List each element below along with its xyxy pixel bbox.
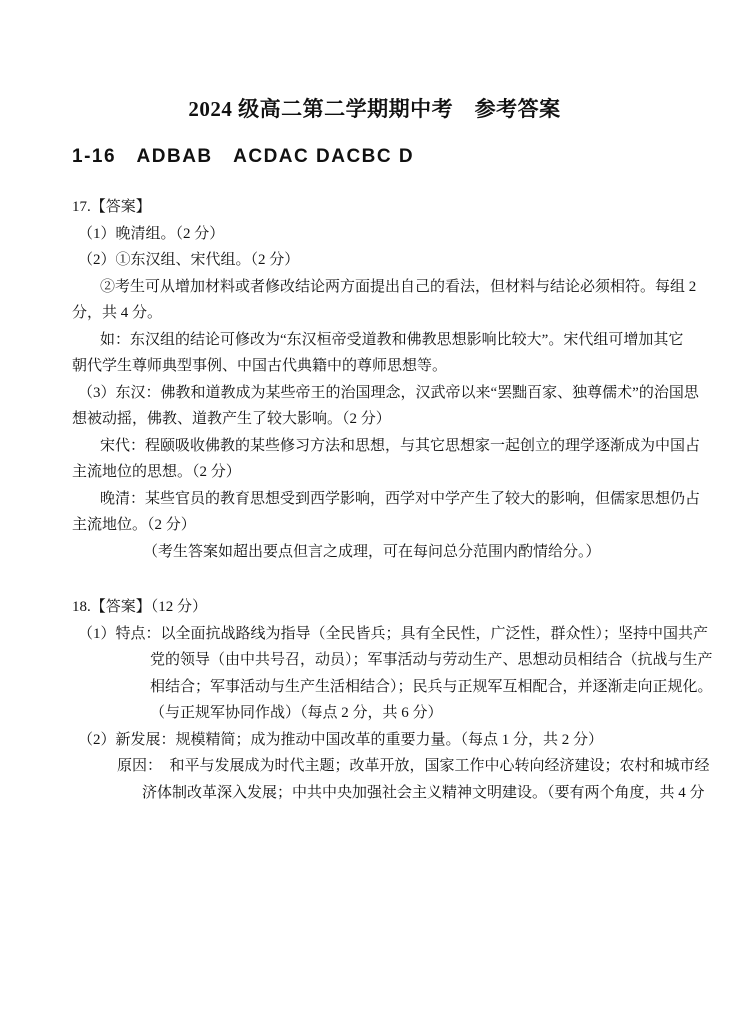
q17-answer-line: 晚清：某些官员的教育思想受到西学影响，西学对中学产生了较大的影响，但儒家思想仍占 (100, 490, 701, 507)
q18-answer-line: 相结合；军事活动与生产生活相结合）；民兵与正规军互相配合，并逐渐走向正规化。 (150, 678, 713, 695)
q17-answer-line: 朝代学生尊师典型事例、中国古代典籍中的尊师思想等。 (72, 358, 448, 374)
multiple-choice-answers: 1-16 ADBAB ACDAC DACBC D (72, 146, 415, 167)
q17-answer-line: 主流地位的思想。（2 分） (72, 464, 241, 480)
q17-answer-line: ②考生可从增加材料或者修改结论两方面提出自己的看法，但材料与结论必须相符。每组 2 (100, 278, 697, 295)
q17-answer-line: 如：东汉组的结论可修改为“东汉桓帝受道教和佛教思想影响比较大”。宋代组可增加其它 (100, 331, 684, 348)
q17-answer-line: 宋代：程颐吸收佛教的某些修习方法和思想，与其它思想家一起创立的理学逐渐成为中国占 (100, 437, 701, 454)
document-title: 2024 级高二第二学期期中考 参考答案 (188, 97, 561, 121)
q18-answer-line: 原因： 和平与发展成为时代主题；改革开放，国家工作中心转向经济建设；农村和城市经 (117, 758, 710, 774)
question-18-heading: 18.【答案】（12 分） (72, 599, 208, 615)
q18-answer-line: （2）新发展：规模精简；成为推动中国改革的重要力量。（每点 1 分，共 2 分） (78, 731, 604, 748)
q17-answer-line: 想被动摇，佛教、道教产生了较大影响。（2 分） (72, 411, 391, 427)
document-content (72, 0, 713, 806)
q17-answer-line: 分，共 4 分。 (72, 305, 163, 321)
q18-answer-line: 党的领导（由中共号召，动员）；军事活动与劳动生产、思想动员相结合（抗战与生产 (150, 652, 713, 668)
q17-answer-line: （3）东汉：佛教和道教成为某些帝王的治国理念，汉武帝以来“罢黜百家、独尊儒术”的治国思 (78, 384, 699, 401)
q18-answer-line: 济体制改革深入发展；中共中央加强社会主义精神文明建设。（要有两个角度，共 4 分 (142, 784, 705, 801)
q17-answer-line: 主流地位。（2 分） (72, 517, 196, 533)
q18-answer-line: （与正规军协同作战）（每点 2 分，共 6 分） (150, 705, 443, 721)
q17-grading-note: （考生答案如超出要点但言之成理，可在每问总分范围内酌情给分。） (143, 543, 601, 560)
q18-answer-line: （1）特点：以全面抗战路线为指导（全民皆兵；具有全民性，广泛性，群众性）；坚持中国共产 (78, 625, 709, 642)
q17-answer-line: （1）晚清组。（2 分） (78, 225, 225, 242)
question-17-heading: 17.【答案】 (72, 199, 151, 215)
q17-answer-line: （2）①东汉组、宋代组。（2 分） (78, 252, 300, 268)
